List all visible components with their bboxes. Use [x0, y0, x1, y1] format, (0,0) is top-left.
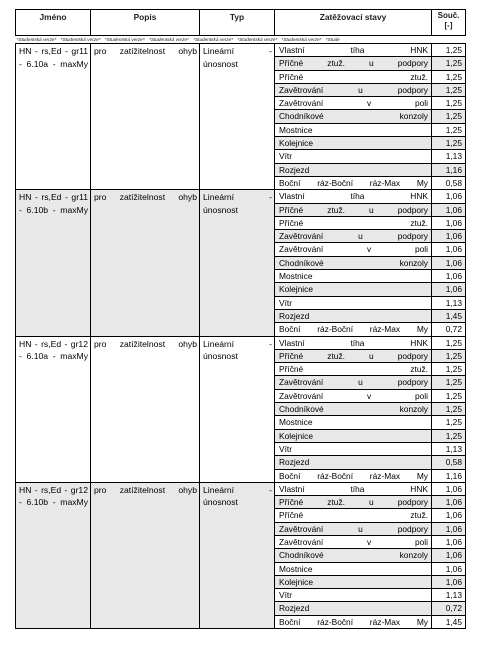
watermark-text: *Studentská verze* [104, 37, 145, 42]
load-coefficient: 1,06 [432, 283, 466, 296]
watermark-text: *Studentská verze* [237, 37, 278, 42]
load-case: Chodníkové konzoly [275, 549, 432, 562]
load-coefficient: 1,06 [432, 243, 466, 256]
table-row [16, 336, 466, 349]
load-coefficient: 1,06 [432, 549, 466, 562]
load-case: Kolejnice [275, 429, 432, 442]
load-case: Kolejnice [275, 283, 432, 296]
load-coefficient: 1,25 [432, 336, 466, 349]
load-case: Příčné ztuž. [275, 216, 432, 229]
load-coefficient: 1,13 [432, 296, 466, 309]
load-case: Boční ráz-Boční ráz-Max My [275, 469, 432, 482]
load-case: Zavětrování u podpory [275, 522, 432, 535]
load-coefficient: 1,06 [432, 509, 466, 522]
watermark-text: *Studentská verze* [149, 37, 189, 42]
load-case: Kolejnice [275, 575, 432, 588]
load-coefficient: 1,25 [432, 349, 466, 362]
load-coefficient: 1,06 [432, 216, 466, 229]
combination-type: Lineární - únosnost [200, 190, 275, 336]
load-case: Vlastní tíha HNK [275, 482, 432, 495]
load-case: Příčné ztuž. u podpory [275, 349, 432, 362]
combination-name: HN - rs,Ed - gr12 - 6.10a - maxMy [16, 336, 91, 482]
load-case: Chodníkové konzoly [275, 256, 432, 269]
load-coefficient: 1,06 [432, 190, 466, 203]
load-coefficient: 1,45 [432, 309, 466, 322]
load-case: Chodníkové konzoly [275, 403, 432, 416]
load-case: Zavětrování u podpory [275, 230, 432, 243]
load-coefficient: 1,16 [432, 469, 466, 482]
combination-name: HN - rs,Ed - gr12 - 6.10b - maxMy [16, 482, 91, 628]
load-coefficient: 1,13 [432, 150, 466, 163]
load-case: Boční ráz-Boční ráz-Max My [275, 323, 432, 336]
load-case: Rozjezd [275, 309, 432, 322]
header-name: Jméno [16, 10, 91, 36]
watermark-text: *Studentská verze* [60, 37, 101, 42]
load-coefficient: 1,16 [432, 163, 466, 176]
load-coefficient: 1,45 [432, 615, 466, 628]
load-coefficient: 1,25 [432, 416, 466, 429]
load-combinations-table [15, 9, 466, 629]
table-row [16, 44, 466, 57]
load-case: Příčné ztuž. u podpory [275, 496, 432, 509]
load-coefficient: 1,06 [432, 562, 466, 575]
load-case: Zavětrování v poli [275, 389, 432, 402]
header-coefficient [432, 10, 466, 36]
load-coefficient: 1,13 [432, 589, 466, 602]
load-case: Vítr [275, 296, 432, 309]
load-coefficient: 1,25 [432, 57, 466, 70]
watermark-text: *Studentská verze* [16, 37, 57, 42]
table-header-row [16, 10, 466, 36]
load-case: Rozjezd [275, 163, 432, 176]
load-case: Zavětrování u podpory [275, 83, 432, 96]
load-case: Příčné ztuž. [275, 70, 432, 83]
load-coefficient: 1,25 [432, 363, 466, 376]
load-coefficient: 0,58 [432, 176, 466, 189]
header-coefficient-unit: [-] [444, 21, 453, 30]
combination-description: pro zatížitelnost ohyb [91, 190, 200, 336]
load-case: Mostnice [275, 416, 432, 429]
load-case: Kolejnice [275, 137, 432, 150]
load-coefficient: 1,25 [432, 44, 466, 57]
load-case: Příčné ztuž. u podpory [275, 57, 432, 70]
header-description: Popis [91, 10, 200, 36]
watermark-text: *Stude [325, 37, 340, 42]
load-coefficient: 1,25 [432, 70, 466, 83]
load-case: Příčné ztuž. u podpory [275, 203, 432, 216]
combination-type: Lineární - únosnost [200, 336, 275, 482]
load-coefficient: 1,25 [432, 376, 466, 389]
header-coefficient-label: Souč. [437, 11, 460, 20]
load-case: Rozjezd [275, 602, 432, 615]
load-coefficient: 1,25 [432, 97, 466, 110]
load-coefficient: 1,13 [432, 442, 466, 455]
watermark-text: *Studentská verze* [193, 37, 234, 42]
combination-description: pro zatížitelnost ohyb [91, 482, 200, 628]
load-coefficient: 1,25 [432, 429, 466, 442]
combination-description: pro zatížitelnost ohyb [91, 44, 200, 190]
load-case: Rozjezd [275, 456, 432, 469]
load-case: Vítr [275, 589, 432, 602]
table-row [16, 190, 466, 203]
load-coefficient: 1,25 [432, 137, 466, 150]
load-coefficient: 1,25 [432, 83, 466, 96]
table-row [16, 482, 466, 495]
combination-name: HN - rs,Ed - gr11 - 6.10b - maxMy [16, 190, 91, 336]
load-coefficient: 1,06 [432, 256, 466, 269]
header-type: Typ [200, 10, 275, 36]
load-coefficient: 1,06 [432, 535, 466, 548]
combination-type: Lineární - únosnost [200, 482, 275, 628]
load-case: Příčné ztuž. [275, 509, 432, 522]
load-coefficient: 1,25 [432, 110, 466, 123]
load-case: Vítr [275, 150, 432, 163]
combination-description: pro zatížitelnost ohyb [91, 336, 200, 482]
watermark-text: *Studentská verze* [281, 37, 322, 42]
load-coefficient: 1,25 [432, 123, 466, 136]
load-case: Mostnice [275, 270, 432, 283]
load-case: Zavětrování u podpory [275, 376, 432, 389]
combination-type: Lineární - únosnost [200, 44, 275, 190]
load-case: Vlastní tíha HNK [275, 44, 432, 57]
load-case: Příčné ztuž. [275, 363, 432, 376]
load-coefficient: 1,06 [432, 482, 466, 495]
load-coefficient: 0,72 [432, 602, 466, 615]
watermark-cell [16, 36, 466, 44]
load-coefficient: 1,06 [432, 496, 466, 509]
load-case: Boční ráz-Boční ráz-Max My [275, 615, 432, 628]
combination-name: HN - rs,Ed - gr11 - 6.10a - maxMy [16, 44, 91, 190]
load-coefficient: 0,72 [432, 323, 466, 336]
load-coefficient: 1,06 [432, 203, 466, 216]
load-coefficient: 1,06 [432, 522, 466, 535]
load-case: Zavětrování v poli [275, 97, 432, 110]
watermark-row [16, 36, 466, 44]
load-case: Chodníkové konzoly [275, 110, 432, 123]
load-coefficient: 1,06 [432, 270, 466, 283]
load-case: Boční ráz-Boční ráz-Max My [275, 176, 432, 189]
load-coefficient: 0,58 [432, 456, 466, 469]
load-case: Vlastní tíha HNK [275, 190, 432, 203]
load-coefficient: 1,25 [432, 403, 466, 416]
load-case: Mostnice [275, 562, 432, 575]
load-case: Vítr [275, 442, 432, 455]
load-case: Zavětrování v poli [275, 535, 432, 548]
load-case: Vlastní tíha HNK [275, 336, 432, 349]
header-load-cases: Zatěžovací stavy [275, 10, 432, 36]
load-case: Zavětrování v poli [275, 243, 432, 256]
load-coefficient: 1,06 [432, 575, 466, 588]
load-coefficient: 1,06 [432, 230, 466, 243]
load-case: Mostnice [275, 123, 432, 136]
load-coefficient: 1,25 [432, 389, 466, 402]
